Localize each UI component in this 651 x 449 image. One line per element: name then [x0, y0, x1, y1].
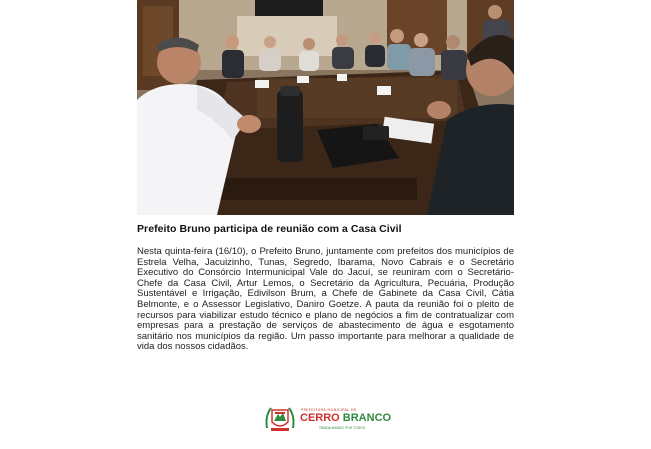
- logo-title-part2: BRANCO: [342, 412, 392, 424]
- logo-tagline: TRABALHANDO POR TODOS: [319, 426, 365, 430]
- meeting-photo: [137, 0, 514, 215]
- article-headline: Prefeito Bruno participa de reunião com a Casa Civil: [137, 223, 402, 235]
- article-body: Nesta quinta-feira (16/10), o Prefeito Bruno, juntamente com prefeitos dos municípios de Estrela Velha, Jacuizinho, Tunas, Segredo, Ibarama, Novo Cabrais e o Secretário Executivo do Consórcio Intermunicipal Vale do Jacuí, se reuniram com o Secretário-Chefe da Casa Civil, Artur Lemos, o Secretário da Agricultura, Pecuária, Produção Sustentável e Irrigação, Edivilson Brum, a Chefe de Gabinete da Casa Civil, Cátia Belmonte, e o Assessor Legislativo, Daniro Goetze. A pauta da reunião foi o pleito de recursos para viabilizar estudo técnico e plano de negócios a fim de contratualizar com empresas para a prestação de serviços de abastecimento de água e esgotamento sanitário nos municípios da região. Um passo importante para melhorar a qualidade de vida dos nossos cidadãos.: [137, 246, 514, 353]
- cerro-branco-logo: [263, 402, 393, 436]
- municipal-emblem-icon: [263, 402, 297, 434]
- logo-title: [300, 412, 391, 424]
- logo-small-text: PREFEITURA MUNICIPAL DE: [301, 408, 357, 412]
- logo-title-part1: CERRO: [300, 412, 340, 424]
